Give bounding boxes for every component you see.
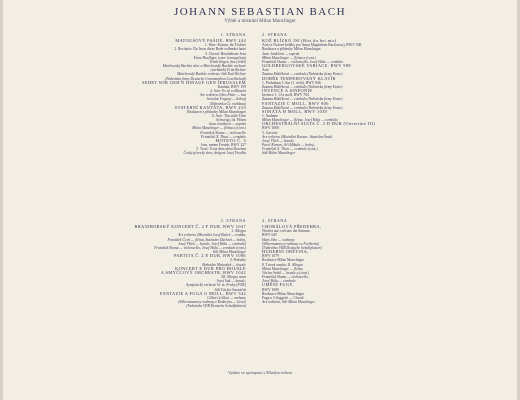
performer-credit: Bohuslav Matoušek — housle [202, 262, 246, 267]
track-line: 5. Gavotte [262, 130, 278, 135]
performer-credit: Ars rediviva (Mistrální Karanc. Stanislav Šmíd, [262, 134, 333, 139]
track-line: Wachet auf, ruft uns die Stimme, [262, 229, 311, 234]
work-title: CHORÁLOVÁ PŘEDEHRA, [262, 224, 322, 230]
work-title: UMĚNÍ FUGY, [262, 282, 294, 288]
work-title: MOTETO Č. 3 [215, 137, 246, 143]
side-2-tracklist [262, 33, 452, 156]
page-header [0, 6, 520, 24]
performer-credit: František Čech — flétna, Stanislav Duchoň — hoboj, [167, 237, 246, 242]
track-line: Jesu, meine Freude, BWV 227 [200, 143, 246, 148]
performer-credit: Gilbert Colbat — varhany [207, 295, 246, 300]
track-line: 3. Preludio [229, 258, 246, 263]
performer-credit: (Silbermannovy varhany z Rotštejnu — Greiz) [178, 299, 246, 304]
left-paper-edge [0, 0, 3, 400]
performer-credit: Jaroslav Fogany — hoboj) [206, 97, 246, 102]
track-line: Realizace a přídavky Milan Munclinger [187, 109, 246, 114]
performer-credit: Ernst Haefliger, tenor (evangelista) [193, 55, 246, 60]
performer-credit: Milan Munclinger — flétna a (cont.) [262, 55, 316, 60]
track-line: BWV 1068 [262, 126, 279, 131]
work-title: BRANIBORSKÝ KONCERT Č. 2 F DUR, BWV 1047 [134, 224, 246, 230]
work-title: SEHET WIR GEH'N HINAUF GEN JERUSALEM [142, 79, 246, 85]
performer-credit: (Nahrávka firmy Deutsche Grammophon Gesellschaft) [165, 76, 246, 81]
performer-credit: řídí Milan Munclinger [212, 250, 246, 255]
performer-credit: Milan Munclinger — flétna a (cont.) [192, 126, 246, 131]
performer-credit: František Slama — violoncello, Josef Hála — cembalo [262, 59, 344, 64]
performer-credit: (Nahrávka VEB Deutsche Schallplatten) [262, 245, 322, 250]
side-heading: 1. STRANA [220, 33, 246, 37]
track-line: Aria [262, 68, 269, 73]
work-title: GOLDBERGOVSKÉ VARIACE, BWV 988 [262, 63, 351, 69]
work-title: HUDEBNÍ OBĚTINA, [262, 249, 309, 255]
track-line: Arie (z Notové knížky pro Annu Magdalenu Bachovou), BWV 508 [262, 43, 362, 48]
track-line: Realizace Milan Munclinger [262, 258, 305, 263]
performer-credit: Ars rediviva (Otto Pitter — bas [199, 93, 246, 98]
page-subtitle: Výběr a mistrání Milan Munclinger [224, 19, 296, 24]
performer-credit: Mnichovský Bachův orchestr, řídí Karl Richter [177, 72, 246, 77]
performer-credit: František X. Thuri — cembalo (cont.) [262, 147, 318, 152]
performer-credit: Zuzana Růžičková — cembalo (Nahrávka firmy Erato) [262, 105, 343, 110]
performer-credit: Josef Vlček — housle, [262, 138, 295, 143]
work-title: FANTAZIE A FUGA G MOLL, BWV 542 [159, 290, 246, 296]
track-line: 1. Allegro [231, 229, 246, 234]
performer-credit: Ars rediviva (Mistrální Josef Rabeš — trubka, [178, 233, 246, 238]
track-line: 2. Recitativ: Da Jesus diese Rede vollendet hatte [174, 47, 246, 52]
performer-credit: František X. Thuri — cembalo [201, 134, 246, 139]
side-heading: 4. STRANA [262, 219, 288, 223]
side-heading: 2. STRANA [262, 33, 288, 37]
track-line: 8. Triová sonáta: II. Allegro [262, 262, 303, 267]
track-line: Kantáta, BWV 159 [217, 84, 246, 89]
side-4-tracklist [262, 219, 452, 304]
work-title: ORCHESTRÁLNÍ SUITA Č. 3 D DUR (Ouvertüre III) [262, 121, 376, 127]
page-footer: Vydáno ve spolupráci s Mladým světem [227, 370, 293, 375]
performer-credit: Milan Munclinger — flétna, [262, 266, 304, 271]
performer-credit: Milan Munclinger — flétna, Josef Hála — cembalo [262, 118, 338, 123]
side-3-tracklist [96, 219, 246, 308]
track-line: III. Allegro assai [221, 275, 246, 280]
performer-credit: Symfonický orchestr hl. m. Prahy (FOK) [186, 283, 246, 288]
track-line: 4. Arie: Es ist vollbracht [210, 89, 246, 94]
performer-credit: Kieth Engen, bas (Ježíš) [210, 59, 246, 64]
performer-credit: řídí Milan Munclinger [262, 151, 296, 156]
performer-credit: (varhaník) Fritz Richter [210, 68, 246, 73]
side-heading: 3. STRANA [220, 219, 246, 223]
performer-credit: Český pěvecký sbor, dirigent Josef Veselka [183, 151, 246, 156]
performer-credit: řídí Václav Smetáček [214, 287, 246, 292]
track-line: BWV 1079 [262, 254, 279, 259]
performer-credit: Josef Vlček — housle, Josef Hála — cembalo) [178, 241, 246, 246]
performer-credit: Josef Hála — cembalo [262, 279, 296, 284]
side-1-tracklist [96, 33, 246, 156]
track-line: Invence č. 13 a moll, BWV 784 [262, 93, 309, 98]
performer-credit: Ars rediviva, řídí Milan Munclinger [262, 299, 316, 304]
work-title: FANTAZIE C MOLL, BWV 906 [262, 100, 329, 106]
performer-credit: Zuzana Růžičková — cembalo (Nahrávka firmy Erato) [262, 97, 343, 102]
performer-credit: Václav Snítil — housle a (cont.) [262, 270, 310, 275]
track-line: 6. Arie: Tön süße Töne [212, 113, 246, 118]
track-line: 3. Choral: Herzliebster Jesu [205, 51, 246, 56]
performer-credit: František Slama — violoncello, [262, 275, 309, 280]
performer-credit: Hans Otto — varhany [262, 237, 295, 242]
performer-credit: Zuzana Růžičková — cembalo (Nahrávka firmy Erato) [262, 72, 343, 77]
work-title: KONCERT E DUR PRO HOUSLE [175, 265, 246, 271]
performer-credit: František Slama — violoncello [200, 130, 246, 135]
track-line: Realizace Milan Munclinger [262, 291, 305, 296]
performer-credit: (Nahrávka VEB Deutsche Schallplatten) [186, 304, 246, 309]
work-title: SVATEBNÍ KANTÁTA, BWV 210 [174, 104, 246, 110]
page-title: JOHANN SEBASTIAN BACH [173, 6, 347, 18]
performer-credit: (Nahrávka Čs. rozhlasu) [209, 101, 246, 106]
track-line: Realizace a přídavky Milan Munclinger [262, 47, 321, 52]
work-title: PARTITA Č. 2 E DUR, BWV 1006 [174, 253, 246, 259]
performer-credit: Josef Suk — housle, [216, 279, 246, 284]
performer-credit: Pavel Kirnan, Jiří Mikula — hoboj, [262, 143, 315, 148]
performer-credit: (Silbermannovy varhany ve Freiberku) [262, 241, 320, 246]
work-title: INVENCE A SINFONIE [262, 88, 313, 94]
track-line: Schweigt, ihr Flöten [215, 118, 246, 123]
track-line: BWV 1080 [262, 287, 279, 292]
track-line: 1. Andante [262, 113, 278, 118]
work-title: KOŽ BLÍZKO JSI (Bist du bei mir) [262, 38, 337, 44]
track-line: 5. Trost: Trotz dem alten Drachen [196, 147, 246, 152]
work-title: A SMYČCOVÝ ORCHESTR, BWV 1042 [160, 269, 246, 275]
performer-credit: Jana Jonášová — soprán [208, 122, 246, 127]
work-title: SONÁTA H MOLL, BWV 1030 [262, 108, 328, 114]
performer-credit: František Slama — violoncello, Josef Hála — cembalo (cont.) [154, 245, 246, 250]
performer-credit: Mnichovský Bachův sbor a Mnichovský Bachův orchestr [162, 64, 246, 69]
track-line: 1. Preludium C dur (1. sešit), BWV 846 [262, 80, 321, 85]
work-title: DOBŘE TEMPEROVANÝ KLAVÍR [262, 75, 336, 81]
performer-credit: Jana Jonášová — soprán [262, 51, 300, 56]
work-title: MATOUŠOVY PAŠIJE, BWV 244 [175, 38, 246, 44]
track-line: BWV 645 [262, 233, 277, 238]
track-line: Fuga a 3 Soggetti — Choral [262, 295, 304, 300]
track-line: 1. Sbor: Komm, ihr Töchter [204, 43, 246, 48]
performer-credit: Zuzana Růžičková — cembalo (Nahrávka firmy Erato) [262, 84, 343, 89]
